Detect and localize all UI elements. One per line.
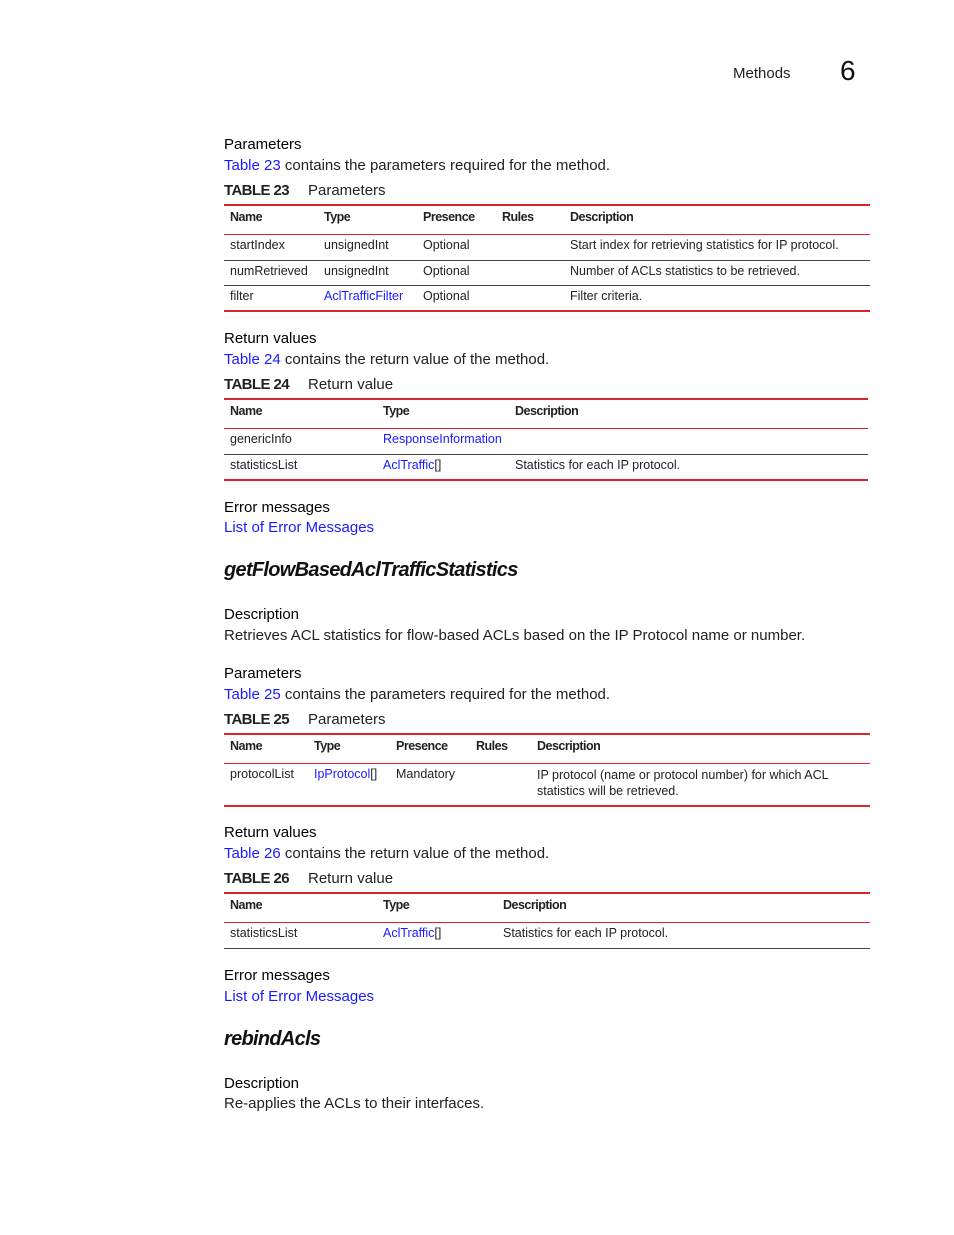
return-description: Statistics for each IP protocol. [509, 455, 868, 480]
return-name: genericInfo [224, 429, 377, 455]
table-header-row [224, 205, 870, 235]
table-26-caption [224, 870, 393, 887]
return-name: statisticsList [224, 455, 377, 480]
return-values-heading: Return values [224, 330, 317, 347]
param-type: unsignedInt [318, 261, 417, 286]
param-presence: Optional [417, 261, 496, 286]
param-name: filter [224, 286, 318, 311]
running-header-section: Methods [733, 65, 791, 82]
return-description [509, 429, 868, 455]
method-title: rebindAcls [224, 1028, 321, 1050]
param-presence: Mandatory [390, 764, 470, 806]
table-row [224, 261, 870, 286]
param-type: IpProtocol[] [308, 764, 390, 806]
table-23-caption [224, 182, 386, 199]
param-type [318, 286, 417, 311]
type-link[interactable]: AclTrafficFilter [324, 289, 404, 303]
table-label: TABLE 24 [224, 376, 289, 393]
return-values-intro: Table 24 contains the return value of the method. [224, 351, 550, 368]
table-row [224, 764, 870, 806]
type-link[interactable]: AclTraffic [383, 926, 435, 940]
param-name: protocolList [224, 764, 308, 806]
column-header: Name [224, 399, 377, 429]
table-title: Return value [308, 870, 394, 887]
table-row [224, 455, 868, 480]
column-header: Description [564, 205, 870, 235]
column-header: Description [531, 734, 870, 764]
method-title: getFlowBasedAclTrafficStatistics [224, 559, 518, 581]
table-header-row [224, 893, 870, 923]
table-25-link[interactable]: Table 25 [224, 686, 281, 703]
param-rules [496, 235, 564, 261]
param-name: startIndex [224, 235, 318, 261]
parameters-intro: Table 23 contains the parameters required for the method. [224, 157, 611, 174]
column-header: Rules [496, 205, 564, 235]
table-24-link[interactable]: Table 24 [224, 351, 281, 368]
param-description: Number of ACLs statistics to be retrieved. [564, 261, 870, 286]
table-header-row [224, 734, 870, 764]
error-messages-link[interactable]: List of Error Messages [224, 988, 375, 1005]
column-header: Name [224, 734, 308, 764]
table-24-caption [224, 376, 393, 393]
param-rules [496, 286, 564, 311]
param-presence: Optional [417, 286, 496, 311]
table-label: TABLE 23 [224, 182, 289, 199]
table-header-row [224, 399, 868, 429]
return-description: Statistics for each IP protocol. [497, 923, 870, 949]
error-messages-heading: Error messages [224, 499, 330, 516]
parameters-heading: Parameters [224, 136, 302, 153]
description-heading: Description [224, 1075, 300, 1092]
param-name: numRetrieved [224, 261, 318, 286]
table-title: Parameters [308, 711, 386, 728]
return-type [377, 429, 509, 455]
param-type: unsignedInt [318, 235, 417, 261]
column-header: Description [509, 399, 868, 429]
type-link[interactable]: ResponseInformation [383, 432, 502, 446]
column-header: Type [318, 205, 417, 235]
column-header: Rules [470, 734, 531, 764]
table-row [224, 286, 870, 311]
return-type: AclTraffic[] [377, 923, 497, 949]
parameters-table-23 [224, 204, 870, 312]
table-title: Return value [308, 376, 394, 393]
type-link[interactable]: AclTraffic [383, 458, 435, 472]
table-label: TABLE 26 [224, 870, 289, 887]
type-link[interactable]: IpProtocol [314, 767, 371, 781]
column-header: Name [224, 893, 377, 923]
param-description: IP protocol (name or protocol number) for which ACL statistics will be retrieved. [531, 764, 870, 806]
table-25-caption [224, 711, 386, 728]
chapter-number: 6 [840, 55, 856, 86]
return-value-table-24 [224, 398, 868, 481]
description-heading: Description [224, 606, 300, 623]
column-header: Type [377, 893, 497, 923]
return-name: statisticsList [224, 923, 377, 949]
column-header: Type [377, 399, 509, 429]
method-description: Retrieves ACL statistics for flow-based ACLs based on the IP Protocol name or number. [224, 627, 806, 644]
column-header: Description [497, 893, 870, 923]
table-row [224, 429, 868, 455]
param-description: Start index for retrieving statistics for IP protocol. [564, 235, 870, 261]
column-header: Name [224, 205, 318, 235]
table-title: Parameters [308, 182, 386, 199]
param-presence: Optional [417, 235, 496, 261]
table-label: TABLE 25 [224, 711, 289, 728]
error-messages-heading: Error messages [224, 967, 330, 984]
table-row [224, 923, 870, 949]
return-values-intro: Table 26 contains the return value of the method. [224, 845, 550, 862]
table-23-link[interactable]: Table 23 [224, 157, 281, 174]
column-header: Type [308, 734, 390, 764]
param-rules [470, 764, 531, 806]
param-description: Filter criteria. [564, 286, 870, 311]
return-value-table-26 [224, 892, 870, 949]
parameters-heading: Parameters [224, 665, 302, 682]
return-values-heading: Return values [224, 824, 317, 841]
error-messages-link[interactable]: List of Error Messages [224, 519, 375, 536]
method-description: Re-applies the ACLs to their interfaces. [224, 1095, 485, 1112]
return-type: AclTraffic[] [377, 455, 509, 480]
table-row [224, 235, 870, 261]
param-rules [496, 261, 564, 286]
parameters-intro: Table 25 contains the parameters required for the method. [224, 686, 611, 703]
table-26-link[interactable]: Table 26 [224, 845, 281, 862]
column-header: Presence [390, 734, 470, 764]
column-header: Presence [417, 205, 496, 235]
parameters-table-25 [224, 733, 870, 807]
